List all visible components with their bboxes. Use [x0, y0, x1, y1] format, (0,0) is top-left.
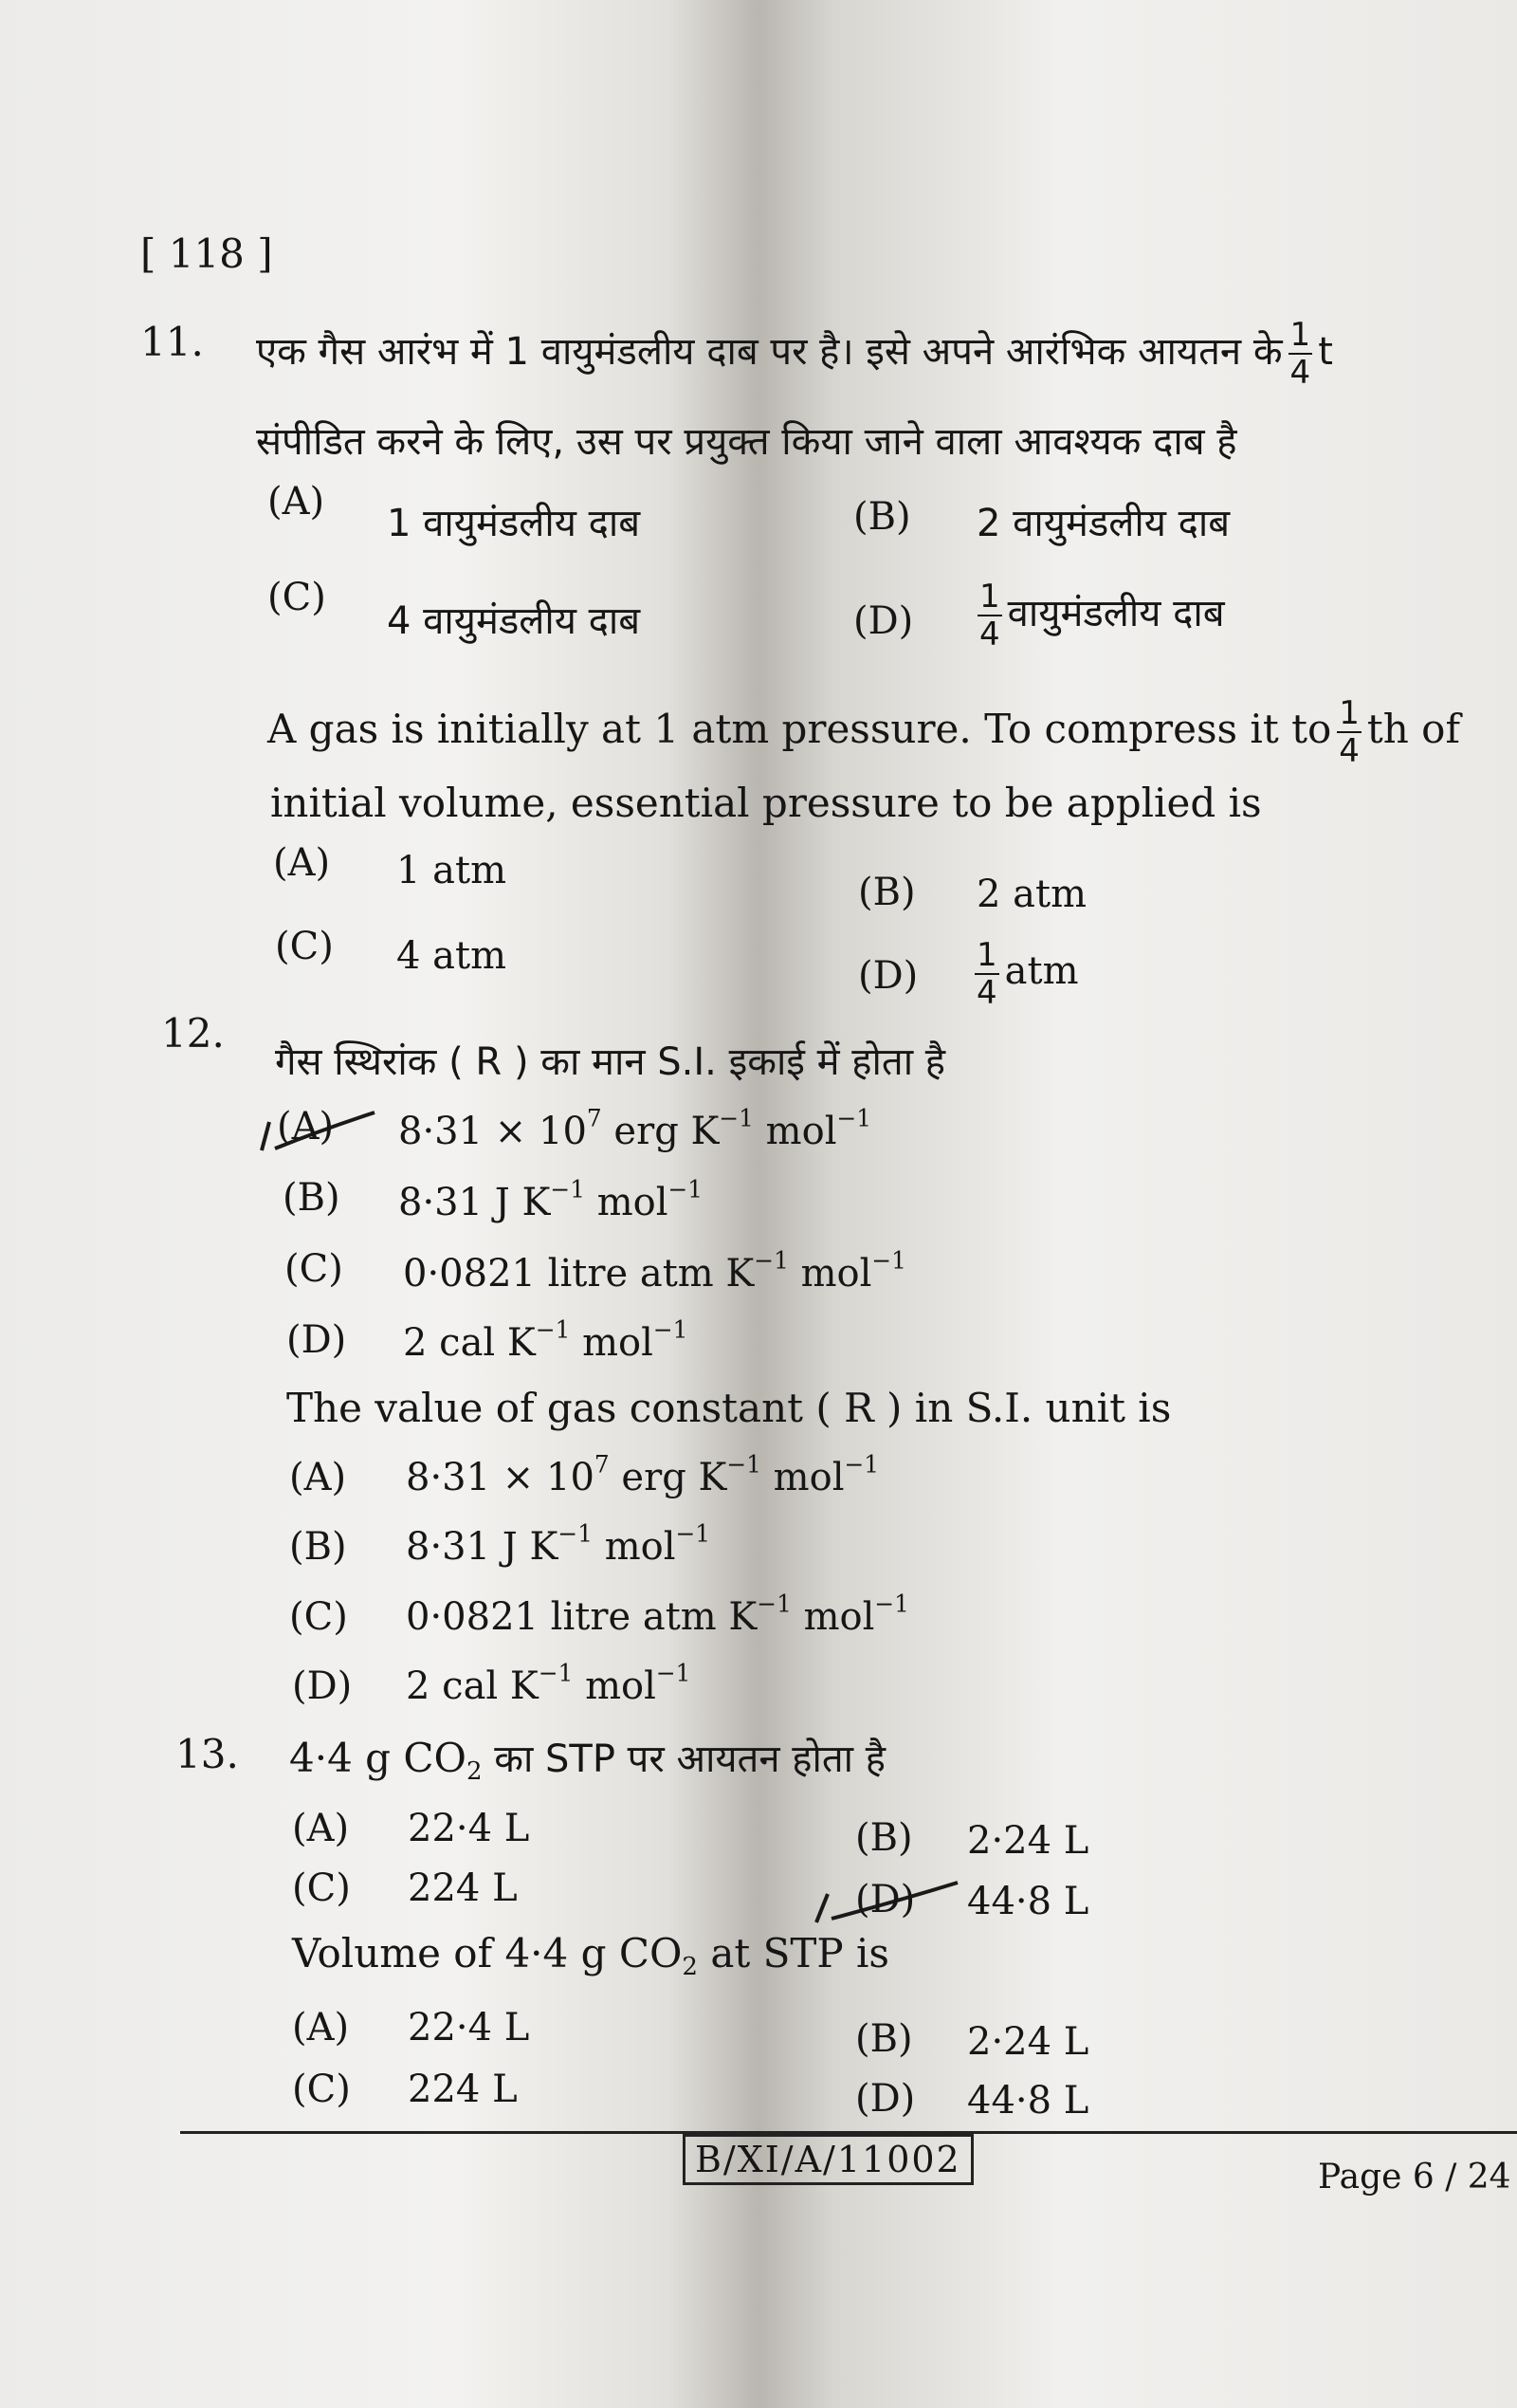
q11-hi-option-b-label: (B) — [853, 495, 911, 539]
value: 8·31 J K — [406, 1525, 558, 1569]
unit: mol — [584, 1181, 668, 1224]
question-11-hindi-line-2: संपीडित करने के लिए, उस पर प्रयुक्त किया जाने वाला आवश्यक दाब है — [256, 420, 1237, 464]
value: 2 cal K — [403, 1321, 536, 1365]
frac-num: 1 — [977, 936, 997, 974]
q13-en-option-b: 2·24 L — [967, 2020, 1089, 2064]
q11-en-option-a: 1 atm — [396, 849, 507, 892]
subscript: 2 — [682, 1952, 698, 1981]
q11-hindi-trail: t — [1318, 330, 1333, 374]
question-11-english-line-2: initial volume, essential pressure to be applied is — [270, 780, 1262, 826]
q11-en-option-c: 4 atm — [396, 934, 507, 978]
q11-hi-option-d — [972, 580, 1225, 651]
q12-en-option-d — [406, 1659, 691, 1708]
q12-en-option-a-label: (A) — [289, 1456, 347, 1499]
unit: erg K — [609, 1456, 727, 1499]
paper-code: B/XI/A/11002 — [683, 2134, 974, 2185]
unit: mol — [760, 1456, 845, 1499]
q13-english-text: at STP is — [697, 1930, 889, 1976]
exponent: 7 — [594, 1450, 610, 1479]
unit: mol — [788, 1252, 872, 1296]
unit: mol — [592, 1525, 676, 1569]
question-13-english-stem — [292, 1930, 889, 1981]
exponent: −1 — [726, 1450, 761, 1479]
exponent: −1 — [557, 1519, 593, 1548]
value: 8·31 × 10 — [398, 1110, 587, 1153]
value: 2 cal K — [406, 1664, 539, 1708]
question-11-hindi-line-1 — [256, 316, 1333, 392]
formula: Volume of 4·4 g CO — [292, 1930, 683, 1976]
value: 0·0821 litre atm K — [403, 1252, 755, 1296]
q11-en-option-b: 2 atm — [977, 873, 1087, 916]
unit: mol — [753, 1110, 837, 1153]
exponent: −1 — [535, 1315, 571, 1344]
exponent: −1 — [667, 1175, 704, 1204]
q13-en-option-c: 224 L — [408, 2068, 518, 2111]
q11-hi-option-a-label: (A) — [267, 480, 325, 524]
exponent: −1 — [550, 1175, 585, 1204]
q12-en-option-c-label: (C) — [289, 1595, 348, 1639]
q12-hi-option-b — [398, 1175, 704, 1224]
q11-english-trail: th of — [1366, 706, 1460, 752]
frac-den: 4 — [979, 616, 1000, 653]
frac-den: 4 — [1289, 354, 1311, 392]
unit: mol — [570, 1321, 653, 1365]
q13-en-option-c-label: (C) — [292, 2068, 351, 2111]
q13-en-option-b-label: (B) — [855, 2017, 913, 2061]
q11-english-text: A gas is initially at 1 atm pressure. To compress it to — [267, 706, 1332, 752]
q13-hi-option-c: 224 L — [408, 1866, 518, 1910]
q11-hi-option-a: 1 वायुमंडलीय दाब — [387, 502, 641, 545]
exponent: −1 — [844, 1450, 880, 1479]
question-11-english-line-1 — [267, 694, 1460, 770]
q13-hindi-text: का STP पर आयतन होता है — [482, 1737, 886, 1781]
q11-hi-option-c-label: (C) — [267, 576, 326, 619]
question-13-hindi-stem — [289, 1731, 886, 1786]
question-12-hindi-stem: गैस स्थिरांक ( R ) का मान S.I. इकाई में होता है — [275, 1040, 946, 1084]
q11-en-option-d-label: (D) — [858, 954, 919, 998]
exponent: −1 — [836, 1104, 872, 1132]
value: 8·31 J K — [398, 1181, 551, 1224]
q13-hi-option-a: 22·4 L — [408, 1807, 530, 1850]
q12-hi-option-c — [403, 1246, 906, 1296]
frac-num: 1 — [1289, 316, 1311, 354]
q12-en-option-c — [406, 1590, 909, 1639]
frac-num: 1 — [979, 578, 1000, 616]
exponent: −1 — [757, 1590, 792, 1618]
exponent: −1 — [754, 1246, 789, 1275]
q11-en-option-d-text: atm — [1004, 949, 1079, 993]
q12-hi-option-b-label: (B) — [283, 1176, 340, 1220]
exponent: 7 — [586, 1104, 602, 1132]
q11-hi-option-d-label: (D) — [853, 599, 914, 643]
q12-en-option-b — [406, 1519, 711, 1569]
exponent: −1 — [655, 1659, 691, 1687]
formula: 4·4 g CO — [289, 1735, 466, 1781]
question-11-number: 11. — [140, 319, 204, 365]
exponent: −1 — [719, 1104, 754, 1132]
q13-en-option-d-label: (D) — [855, 2077, 916, 2121]
frac-den: 4 — [1339, 732, 1360, 770]
q11-hi-option-b: 2 वायुमंडलीय दाब — [977, 502, 1231, 545]
q12-hi-option-d-label: (D) — [286, 1318, 347, 1362]
unit: erg K — [601, 1110, 720, 1153]
exponent: −1 — [871, 1246, 906, 1275]
q13-hi-option-a-label: (A) — [292, 1807, 350, 1850]
q13-en-option-a-label: (A) — [292, 2006, 350, 2050]
q12-hi-option-a-label: (A) — [277, 1105, 335, 1149]
q13-hi-option-b-label: (B) — [855, 1816, 913, 1860]
q13-en-option-a: 22·4 L — [408, 2006, 530, 2050]
q11-en-option-b-label: (B) — [858, 871, 916, 914]
q13-hi-option-c-label: (C) — [292, 1866, 351, 1910]
q12-en-option-b-label: (B) — [289, 1525, 347, 1569]
q13-hi-option-d: 44·8 L — [967, 1880, 1089, 1923]
subscript: 2 — [466, 1756, 483, 1786]
exponent: −1 — [874, 1590, 909, 1618]
q11-hi-option-c: 4 वायुमंडलीय दाब — [387, 599, 641, 643]
unit: mol — [573, 1664, 656, 1708]
page-indicator: Page 6 / 24 — [1318, 2158, 1511, 2197]
q11-hindi-text: एक गैस आरंभ में 1 वायुमंडलीय दाब पर है। इसे अपने आरंभिक आयतन के — [256, 330, 1283, 374]
q11-english-fraction — [1337, 694, 1362, 770]
exponent: −1 — [675, 1519, 711, 1548]
q11-hi-option-d-text: वायुमंडलीय दाब — [1007, 592, 1225, 635]
q12-en-option-d-label: (D) — [292, 1664, 353, 1708]
q11-en-option-c-label: (C) — [275, 925, 334, 968]
page-number-tag: [ 118 ] — [140, 230, 273, 277]
value: 0·0821 litre atm K — [406, 1595, 758, 1639]
q12-hi-option-c-label: (C) — [284, 1247, 343, 1291]
q13-hi-option-d-label: (D) — [855, 1878, 916, 1921]
q12-en-option-a — [406, 1450, 880, 1499]
unit: mol — [791, 1595, 875, 1639]
question-12-english-stem: The value of gas constant ( R ) in S.I. unit is — [286, 1385, 1172, 1431]
q11-en-option-a-label: (A) — [273, 841, 331, 885]
q11-en-option-d — [969, 936, 1079, 1012]
exponent: −1 — [538, 1659, 574, 1687]
question-12-number: 12. — [161, 1010, 225, 1057]
q12-hi-option-a — [398, 1104, 872, 1153]
value: 8·31 × 10 — [406, 1456, 594, 1499]
q13-hi-option-b: 2·24 L — [967, 1819, 1089, 1863]
frac-den: 4 — [977, 974, 997, 1012]
exponent: −1 — [652, 1315, 688, 1344]
frac-num: 1 — [1339, 694, 1360, 732]
q13-en-option-d: 44·8 L — [967, 2079, 1089, 2123]
q12-hi-option-d — [403, 1315, 688, 1365]
q11-hindi-fraction — [1289, 316, 1313, 392]
question-13-number: 13. — [175, 1731, 239, 1777]
